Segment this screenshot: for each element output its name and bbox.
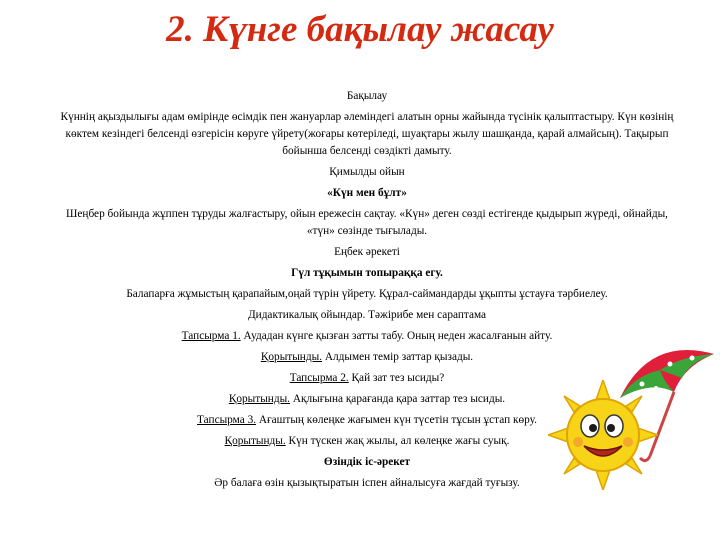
conclusion-1-text: Алдымен темір заттар қызады. [322, 351, 474, 363]
task-2-label: Тапсырма 2. [289, 372, 349, 384]
task-1-label: Тапсырма 1. [181, 330, 241, 342]
observation-heading: Бақылау [346, 90, 388, 102]
conclusion-1 [52, 349, 682, 366]
conclusion-3-label: Қорытынды. [224, 435, 286, 447]
labor-description: Балапарға жұмыстың қарапайым,оңай түрін үйрету. Құрал-саймандарды ұқыпты ұстауға тәрбиелеу. [126, 288, 608, 300]
game-title: «Күн мен бұлт» [327, 187, 407, 199]
movement-game-heading: Қимылды ойын [329, 166, 405, 178]
game-description: Шеңбер бойында жұппен тұруды жалғастыру, ойын ережесін сақтау. «Күн» деген сөзді естігенде қыдырып жүреді, ойнайды, «түн» сөзінде тығылады. [66, 208, 668, 237]
task-1-text: Аудадан күнге қызған затты табу. Оның неден жасалғанын айту. [240, 330, 553, 342]
smiling-sun-icon [548, 380, 658, 490]
labor-heading: Еңбек әрекеті [334, 246, 400, 258]
task-3-label: Тапсырма 3. [197, 414, 257, 426]
task-3-text: Ағаштың көлеңке жағымен күн түсетін тұсын ұстап көру. [256, 414, 537, 426]
didactic-heading: Дидактикалық ойындар. Тәжірибе мен сараптама [247, 309, 487, 321]
task-1 [52, 328, 682, 345]
observation-text: Күннің ақыздылығы адам өмірінде өсімдік пен жануарлар әлеміндегі алатын орны жайында түсінік қалыптастыру. Күн көзінің көктем кезіндегі белсенді өзгерісін көруге үйрету(жоғары көтеріледі, шуақтары жылу шашқанда, қарай алмайсың). Тақырып бойынша белсенді сөздікті дамыту. [60, 111, 674, 157]
task-2-text: Қай зат тез ысиды? [348, 372, 445, 384]
independent-activity-text: Әр балаға өзін қызықтыратын іспен айналысуға жағдай туғызу. [214, 477, 520, 489]
conclusion-1-label: Қорытынды. [260, 351, 323, 363]
labor-title: Гүл тұқымын топыраққа егу. [291, 267, 443, 279]
independent-activity-heading: Өзіндік іс-әрекет [323, 456, 411, 468]
slide-title: 2. Күнге бақылау жасау [166, 9, 554, 50]
conclusion-3-text: Күн түскен жақ жылы, ал көлеңке жағы суық. [285, 435, 510, 447]
conclusion-2-text: Ақлығына қарағанда қара заттар тез ысиды. [290, 393, 506, 405]
conclusion-2-label: Қорытынды. [228, 393, 291, 405]
